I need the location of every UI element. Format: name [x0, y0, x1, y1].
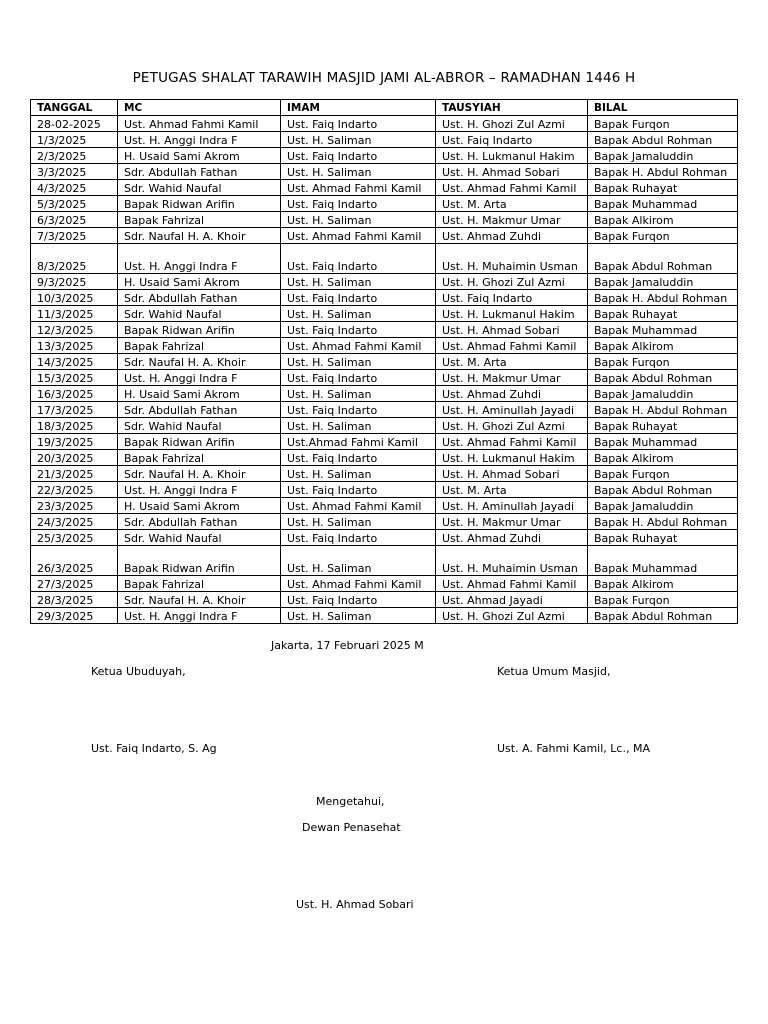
tausyiah-cell: Ust. H. Aminullah Jayadi: [436, 498, 588, 514]
advisor-name: Ust. H. Ahmad Sobari: [296, 898, 414, 911]
acknowledged-label: Mengetahui,: [316, 795, 385, 808]
tausyiah-cell: Ust. H. Lukmanul Hakim: [436, 148, 588, 164]
bilal-cell: Bapak Jamaluddin: [588, 498, 738, 514]
table-row: [31, 530, 738, 546]
bilal-cell: Bapak Muhammad: [588, 322, 738, 338]
date-cell: 5/3/2025: [31, 196, 118, 212]
tausyiah-cell: Ust. H. Ahmad Sobari: [436, 164, 588, 180]
tausyiah-cell: Ust. H. Ghozi Zul Azmi: [436, 116, 588, 132]
bilal-cell: Bapak Abdul Rohman: [588, 244, 738, 274]
imam-cell: Ust. H. Saliman: [281, 386, 436, 402]
table-row: [31, 322, 738, 338]
table-row: [31, 434, 738, 450]
header-tausyiah: TAUSYIAH: [436, 100, 588, 116]
tausyiah-cell: Ust. H. Ghozi Zul Azmi: [436, 608, 588, 624]
bilal-cell: Bapak Furqon: [588, 116, 738, 132]
tausyiah-cell: Ust. H. Aminullah Jayadi: [436, 402, 588, 418]
mc-cell: Sdr. Abdullah Fathan: [118, 164, 281, 180]
table-row: [31, 418, 738, 434]
schedule-table: [30, 99, 738, 624]
imam-cell: Ust. Ahmad Fahmi Kamil: [281, 180, 436, 196]
bilal-cell: Bapak Ruhayat: [588, 418, 738, 434]
bilal-cell: Bapak Alkirom: [588, 338, 738, 354]
tausyiah-cell: Ust. Faiq Indarto: [436, 290, 588, 306]
imam-cell: Ust. Faiq Indarto: [281, 530, 436, 546]
date-cell: 12/3/2025: [31, 322, 118, 338]
tausyiah-cell: Ust. Ahmad Zuhdi: [436, 228, 588, 244]
header-imam: IMAM: [281, 100, 436, 116]
date-cell: 14/3/2025: [31, 354, 118, 370]
imam-cell: Ust. H. Saliman: [281, 514, 436, 530]
mc-cell: Bapak Ridwan Arifin: [118, 322, 281, 338]
table-header-row: [31, 100, 738, 116]
header-mc: MC: [118, 100, 281, 116]
table-row: [31, 482, 738, 498]
imam-cell: Ust. H. Saliman: [281, 546, 436, 576]
imam-cell: Ust. Faiq Indarto: [281, 370, 436, 386]
table-row: [31, 338, 738, 354]
tausyiah-cell: Ust. Ahmad Zuhdi: [436, 386, 588, 402]
date-cell: 22/3/2025: [31, 482, 118, 498]
date-cell: 29/3/2025: [31, 608, 118, 624]
table-row: [31, 164, 738, 180]
imam-cell: Ust. H. Saliman: [281, 274, 436, 290]
date-cell: 3/3/2025: [31, 164, 118, 180]
mc-cell: Sdr. Naufal H. A. Khoir: [118, 592, 281, 608]
tausyiah-cell: Ust. Faiq Indarto: [436, 132, 588, 148]
table-row: [31, 274, 738, 290]
tausyiah-cell: Ust. H. Muhaimin Usman: [436, 546, 588, 576]
tausyiah-cell: Ust. Ahmad Fahmi Kamil: [436, 434, 588, 450]
table-row: [31, 354, 738, 370]
right-signer-name: Ust. A. Fahmi Kamil, Lc., MA: [497, 742, 650, 755]
mc-cell: Bapak Ridwan Arifin: [118, 546, 281, 576]
imam-cell: Ust. Faiq Indarto: [281, 244, 436, 274]
mc-cell: Bapak Ridwan Arifin: [118, 434, 281, 450]
tausyiah-cell: Ust. H. Lukmanul Hakim: [436, 450, 588, 466]
document-title: PETUGAS SHALAT TARAWIH MASJID JAMI AL-ABROR – RAMADHAN 1446 H: [132, 70, 636, 86]
imam-cell: Ust. Ahmad Fahmi Kamil: [281, 338, 436, 354]
bilal-cell: Bapak Furqon: [588, 592, 738, 608]
date-cell: 28-02-2025: [31, 116, 118, 132]
bilal-cell: Bapak Jamaluddin: [588, 386, 738, 402]
table-row: [31, 576, 738, 592]
tausyiah-cell: Ust. H. Lukmanul Hakim: [436, 306, 588, 322]
imam-cell: Ust. Faiq Indarto: [281, 402, 436, 418]
date-cell: 24/3/2025: [31, 514, 118, 530]
bilal-cell: Bapak H. Abdul Rohman: [588, 290, 738, 306]
mc-cell: H. Usaid Sami Akrom: [118, 386, 281, 402]
date-cell: 20/3/2025: [31, 450, 118, 466]
date-cell: 11/3/2025: [31, 306, 118, 322]
table-row: [31, 450, 738, 466]
mc-cell: Ust. Ahmad Fahmi Kamil: [118, 116, 281, 132]
table-row: [31, 228, 738, 244]
tausyiah-cell: Ust. M. Arta: [436, 482, 588, 498]
date-cell: 9/3/2025: [31, 274, 118, 290]
imam-cell: Ust. Faiq Indarto: [281, 322, 436, 338]
imam-cell: Ust. H. Saliman: [281, 132, 436, 148]
left-signer-role: Ketua Ubuduyah,: [91, 665, 186, 678]
date-cell: 1/3/2025: [31, 132, 118, 148]
date-cell: 25/3/2025: [31, 530, 118, 546]
date-cell: 13/3/2025: [31, 338, 118, 354]
mc-cell: H. Usaid Sami Akrom: [118, 274, 281, 290]
mc-cell: Sdr. Abdullah Fathan: [118, 290, 281, 306]
mc-cell: Bapak Fahrizal: [118, 450, 281, 466]
imam-cell: Ust. Faiq Indarto: [281, 482, 436, 498]
mc-cell: Sdr. Abdullah Fathan: [118, 514, 281, 530]
date-cell: 15/3/2025: [31, 370, 118, 386]
bilal-cell: Bapak Alkirom: [588, 450, 738, 466]
bilal-cell: Bapak H. Abdul Rohman: [588, 514, 738, 530]
mc-cell: Ust. H. Anggi Indra F: [118, 132, 281, 148]
tausyiah-cell: Ust. H. Makmur Umar: [436, 514, 588, 530]
bilal-cell: Bapak H. Abdul Rohman: [588, 164, 738, 180]
tausyiah-cell: Ust. Ahmad Zuhdi: [436, 530, 588, 546]
imam-cell: Ust. H. Saliman: [281, 212, 436, 228]
schedule-body: [31, 116, 738, 624]
header-tanggal: TANGGAL: [31, 100, 118, 116]
mc-cell: Sdr. Abdullah Fathan: [118, 402, 281, 418]
mc-cell: Sdr. Wahid Naufal: [118, 306, 281, 322]
bilal-cell: Bapak Jamaluddin: [588, 274, 738, 290]
table-row: [31, 212, 738, 228]
date-cell: 6/3/2025: [31, 212, 118, 228]
mc-cell: Sdr. Naufal H. A. Khoir: [118, 466, 281, 482]
table-row: [31, 592, 738, 608]
table-row: [31, 306, 738, 322]
bilal-cell: Bapak Abdul Rohman: [588, 608, 738, 624]
bilal-cell: Bapak Furqon: [588, 228, 738, 244]
date-cell: 2/3/2025: [31, 148, 118, 164]
imam-cell: Ust. Ahmad Fahmi Kamil: [281, 498, 436, 514]
bilal-cell: Bapak Muhammad: [588, 546, 738, 576]
bilal-cell: Bapak H. Abdul Rohman: [588, 402, 738, 418]
mc-cell: H. Usaid Sami Akrom: [118, 498, 281, 514]
mc-cell: Ust. H. Anggi Indra F: [118, 370, 281, 386]
table-row: [31, 498, 738, 514]
table-row: [31, 466, 738, 482]
tausyiah-cell: Ust. Ahmad Fahmi Kamil: [436, 180, 588, 196]
tausyiah-cell: Ust. Ahmad Fahmi Kamil: [436, 576, 588, 592]
table-row: [31, 290, 738, 306]
table-row: [31, 402, 738, 418]
imam-cell: Ust. H. Saliman: [281, 354, 436, 370]
date-cell: 8/3/2025: [31, 244, 118, 274]
tausyiah-cell: Ust. H. Ghozi Zul Azmi: [436, 418, 588, 434]
bilal-cell: Bapak Muhammad: [588, 434, 738, 450]
date-cell: 27/3/2025: [31, 576, 118, 592]
table-row: [31, 180, 738, 196]
bilal-cell: Bapak Alkirom: [588, 576, 738, 592]
table-row: [31, 514, 738, 530]
tausyiah-cell: Ust. H. Muhaimin Usman: [436, 244, 588, 274]
mc-cell: Ust. H. Anggi Indra F: [118, 244, 281, 274]
table-row: [31, 386, 738, 402]
mc-cell: Sdr. Naufal H. A. Khoir: [118, 228, 281, 244]
imam-cell: Ust. Faiq Indarto: [281, 196, 436, 212]
date-cell: 4/3/2025: [31, 180, 118, 196]
place-date: Jakarta, 17 Februari 2025 M: [271, 639, 424, 652]
bilal-cell: Bapak Jamaluddin: [588, 148, 738, 164]
mc-cell: Sdr. Wahid Naufal: [118, 418, 281, 434]
imam-cell: Ust. H. Saliman: [281, 466, 436, 482]
tausyiah-cell: Ust. Ahmad Jayadi: [436, 592, 588, 608]
imam-cell: Ust. Ahmad Fahmi Kamil: [281, 228, 436, 244]
date-cell: 26/3/2025: [31, 546, 118, 576]
tausyiah-cell: Ust. H. Makmur Umar: [436, 370, 588, 386]
date-cell: 21/3/2025: [31, 466, 118, 482]
bilal-cell: Bapak Ruhayat: [588, 530, 738, 546]
date-cell: 19/3/2025: [31, 434, 118, 450]
mc-cell: Ust. H. Anggi Indra F: [118, 482, 281, 498]
bilal-cell: Bapak Furqon: [588, 466, 738, 482]
mc-cell: Bapak Fahrizal: [118, 576, 281, 592]
table-row: [31, 116, 738, 132]
table-row: [31, 196, 738, 212]
tausyiah-cell: Ust. H. Ahmad Sobari: [436, 322, 588, 338]
mc-cell: Sdr. Wahid Naufal: [118, 180, 281, 196]
imam-cell: Ust. H. Saliman: [281, 418, 436, 434]
tausyiah-cell: Ust. M. Arta: [436, 196, 588, 212]
imam-cell: Ust. H. Saliman: [281, 608, 436, 624]
tausyiah-cell: Ust. M. Arta: [436, 354, 588, 370]
date-cell: 23/3/2025: [31, 498, 118, 514]
table-row: [31, 608, 738, 624]
imam-cell: Ust. Faiq Indarto: [281, 148, 436, 164]
bilal-cell: Bapak Furqon: [588, 354, 738, 370]
bilal-cell: Bapak Muhammad: [588, 196, 738, 212]
table-row: [31, 370, 738, 386]
imam-cell: Ust. H. Saliman: [281, 306, 436, 322]
left-signer-name: Ust. Faiq Indarto, S. Ag: [91, 742, 217, 755]
mc-cell: Sdr. Naufal H. A. Khoir: [118, 354, 281, 370]
imam-cell: Ust. Ahmad Fahmi Kamil: [281, 576, 436, 592]
table-row: [31, 132, 738, 148]
imam-cell: Ust. Faiq Indarto: [281, 450, 436, 466]
table-row: [31, 546, 738, 576]
mc-cell: Bapak Fahrizal: [118, 338, 281, 354]
date-cell: 28/3/2025: [31, 592, 118, 608]
imam-cell: Ust.Ahmad Fahmi Kamil: [281, 434, 436, 450]
date-cell: 10/3/2025: [31, 290, 118, 306]
mc-cell: Sdr. Wahid Naufal: [118, 530, 281, 546]
date-cell: 16/3/2025: [31, 386, 118, 402]
table-row: [31, 244, 738, 274]
date-cell: 18/3/2025: [31, 418, 118, 434]
date-cell: 17/3/2025: [31, 402, 118, 418]
table-row: [31, 148, 738, 164]
bilal-cell: Bapak Abdul Rohman: [588, 370, 738, 386]
date-cell: 7/3/2025: [31, 228, 118, 244]
advisor-role: Dewan Penasehat: [302, 821, 401, 834]
mc-cell: Bapak Ridwan Arifin: [118, 196, 281, 212]
bilal-cell: Bapak Ruhayat: [588, 306, 738, 322]
mc-cell: Bapak Fahrizal: [118, 212, 281, 228]
mc-cell: H. Usaid Sami Akrom: [118, 148, 281, 164]
header-bilal: BILAL: [588, 100, 738, 116]
imam-cell: Ust. Faiq Indarto: [281, 592, 436, 608]
imam-cell: Ust. H. Saliman: [281, 164, 436, 180]
tausyiah-cell: Ust. H. Makmur Umar: [436, 212, 588, 228]
imam-cell: Ust. Faiq Indarto: [281, 290, 436, 306]
tausyiah-cell: Ust. H. Ghozi Zul Azmi: [436, 274, 588, 290]
tausyiah-cell: Ust. H. Ahmad Sobari: [436, 466, 588, 482]
bilal-cell: Bapak Abdul Rohman: [588, 482, 738, 498]
tausyiah-cell: Ust. Ahmad Fahmi Kamil: [436, 338, 588, 354]
imam-cell: Ust. Faiq Indarto: [281, 116, 436, 132]
right-signer-role: Ketua Umum Masjid,: [497, 665, 611, 678]
bilal-cell: Bapak Abdul Rohman: [588, 132, 738, 148]
bilal-cell: Bapak Ruhayat: [588, 180, 738, 196]
bilal-cell: Bapak Alkirom: [588, 212, 738, 228]
mc-cell: Ust. H. Anggi Indra F: [118, 608, 281, 624]
